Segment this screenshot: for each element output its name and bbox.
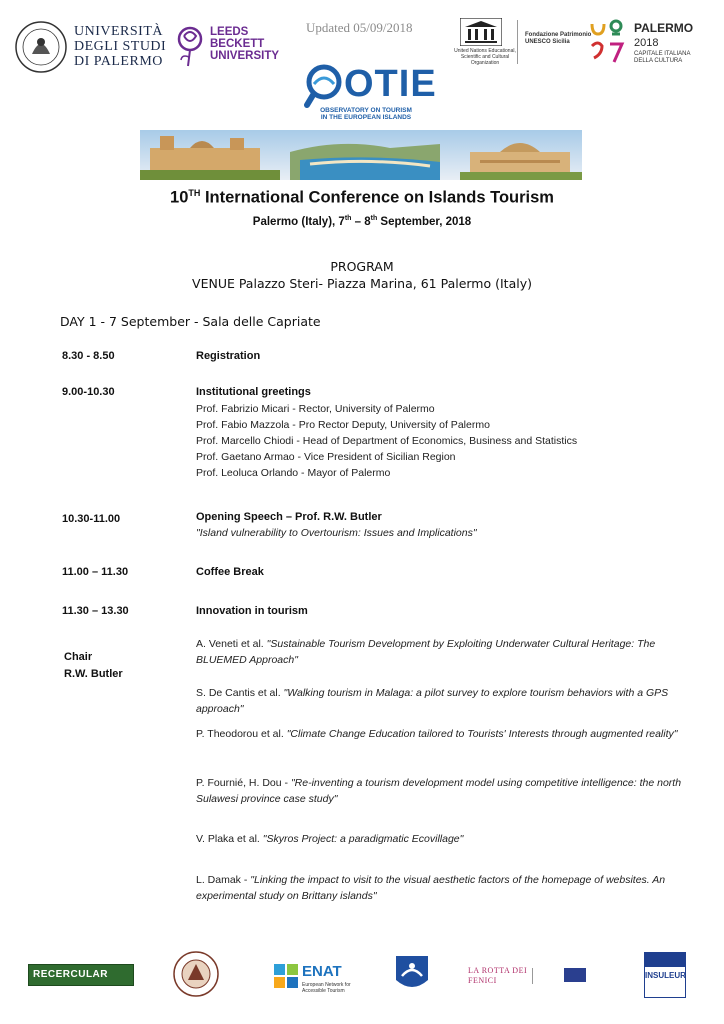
insuleur-label: INSULEUR (645, 971, 686, 980)
palermo-year: 2018 (634, 37, 659, 49)
session-time: 9.00-10.30 (62, 386, 115, 398)
paper-authors: L. Damak - (196, 874, 251, 886)
chair-name: R.W. Butler (64, 668, 123, 680)
conference-title: 10TH International Conference on Islands Tourism (170, 188, 554, 207)
unesco-fondazione: Fondazione Patrimonio UNESCO Sicilia (525, 32, 592, 45)
updated-date: Updated 05/09/2018 (306, 20, 413, 35)
university-seal-icon (14, 20, 68, 74)
enat-subtitle: European Network for Accessible Tourism (302, 982, 351, 994)
paper-entry (196, 636, 686, 668)
shield-logo-icon (394, 954, 430, 996)
speaker-line: Prof. Fabio Mazzola - Pro Rector Deputy, University of Palermo (196, 419, 490, 431)
otie-subtitle: OBSERVATORY ON TOURISM IN THE EUROPEAN ISLANDS (320, 107, 412, 121)
session-title: Coffee Break (196, 566, 264, 578)
speaker-line: Prof. Gaetano Armao - Vice President of Sicilian Region (196, 451, 456, 463)
chair-block (64, 649, 123, 683)
session-title: Institutional greetings (196, 386, 311, 398)
session-time: 8.30 - 8.50 (62, 350, 115, 362)
unesco-temple-icon (460, 18, 502, 46)
paper-authors: P. Fournié, H. Dou - (196, 777, 291, 789)
day-heading: DAY 1 - 7 September - Sala delle Capriate (60, 314, 321, 329)
paper-title: "Skyros Project: a paradigmatic Ecovillage" (262, 833, 464, 845)
speaker-line: Prof. Fabrizio Micari - Rector, University of Palermo (196, 403, 435, 415)
speaker-line: Prof. Leoluca Orlando - Mayor of Palermo (196, 467, 391, 479)
paper-authors: V. Plaka et al. (196, 833, 263, 845)
session-time: 11.00 – 11.30 (62, 566, 129, 578)
chair-label: Chair (64, 651, 93, 663)
paper-title: "Climate Change Education tailored to Tourists' Interests through augmented reality" (286, 728, 678, 740)
session-time: 11.30 – 13.30 (62, 605, 129, 617)
unesco-divider (517, 20, 518, 64)
session-title: Innovation in tourism (196, 605, 308, 617)
rose-icon (172, 24, 208, 68)
paper-entry (196, 726, 686, 742)
paper-entry (196, 872, 686, 904)
palermo-subtitle: CAPITALE ITALIANA DELLA CULTURA (634, 51, 691, 64)
paper-title: "Sustainable Tourism Development by Exploiting Underwater Cultural Heritage: The BLUEMED Approach" (196, 638, 656, 666)
enat-name: ENAT (302, 963, 342, 980)
session-subtitle: "Island vulnerability to Overtourism: Issues and Implications" (196, 527, 477, 539)
university-name: UNIVERSITÀ DEGLI STUDI DI PALERMO (74, 24, 167, 69)
rotta-dei-fenici-logo (468, 966, 588, 988)
leeds-beckett-name: LEEDS BECKETT UNIVERSITY (210, 26, 280, 62)
paper-entry (196, 775, 686, 807)
palermo-title: PALERMO (634, 21, 694, 35)
conference-date-place: Palermo (Italy), 7th – 8th September, 2018 (252, 215, 472, 228)
paper-entry (196, 831, 686, 847)
paper-title: "Linking the impact to visit to the visual aesthetic factors of the homepage of websites. An experimental study on Brittany islands" (196, 874, 666, 902)
recercular-label: RECERCULAR (33, 969, 108, 980)
rotta-label: LA ROTTA DEI FENICI (468, 966, 528, 985)
insuleur-stars-band (645, 953, 685, 967)
association-seal-icon (172, 950, 220, 998)
paper-title: "Re-inventing a tourism development model using competitive intelligence: the north Sulawesi province case study" (196, 777, 682, 805)
paper-authors: A. Veneti et al. (196, 638, 267, 650)
palermo-landscape-banner (140, 130, 582, 180)
recercular-logo (28, 964, 134, 986)
magnifier-icon (304, 64, 344, 108)
council-of-europe-flag-icon (564, 968, 586, 982)
session-time: 10.30-11.00 (62, 513, 121, 525)
program-heading: PROGRAM (330, 259, 394, 274)
palermo-2018-icon (588, 18, 628, 66)
enat-icon (274, 964, 298, 988)
venue-line: VENUE Palazzo Steri- Piazza Marina, 61 Palermo (Italy) (192, 276, 532, 291)
unesco-caption: United Nations Educational, Scientific and Cultural Organization (454, 48, 516, 66)
paper-authors: P. Theodorou et al. (196, 728, 287, 740)
rotta-divider (532, 968, 561, 984)
insuleur-logo (644, 952, 686, 998)
paper-entry (196, 685, 686, 717)
session-title: Opening Speech – Prof. R.W. Butler (196, 511, 382, 523)
otie-logo: OTIE (344, 63, 437, 105)
paper-authors: S. De Cantis et al. (196, 687, 284, 699)
paper-title: "Walking tourism in Malaga: a pilot survey to explore tourism behaviors with a GPS approach" (196, 687, 669, 715)
speaker-line: Prof. Marcello Chiodi - Head of Department of Economics, Business and Statistics (196, 435, 578, 447)
session-title: Registration (196, 350, 261, 362)
